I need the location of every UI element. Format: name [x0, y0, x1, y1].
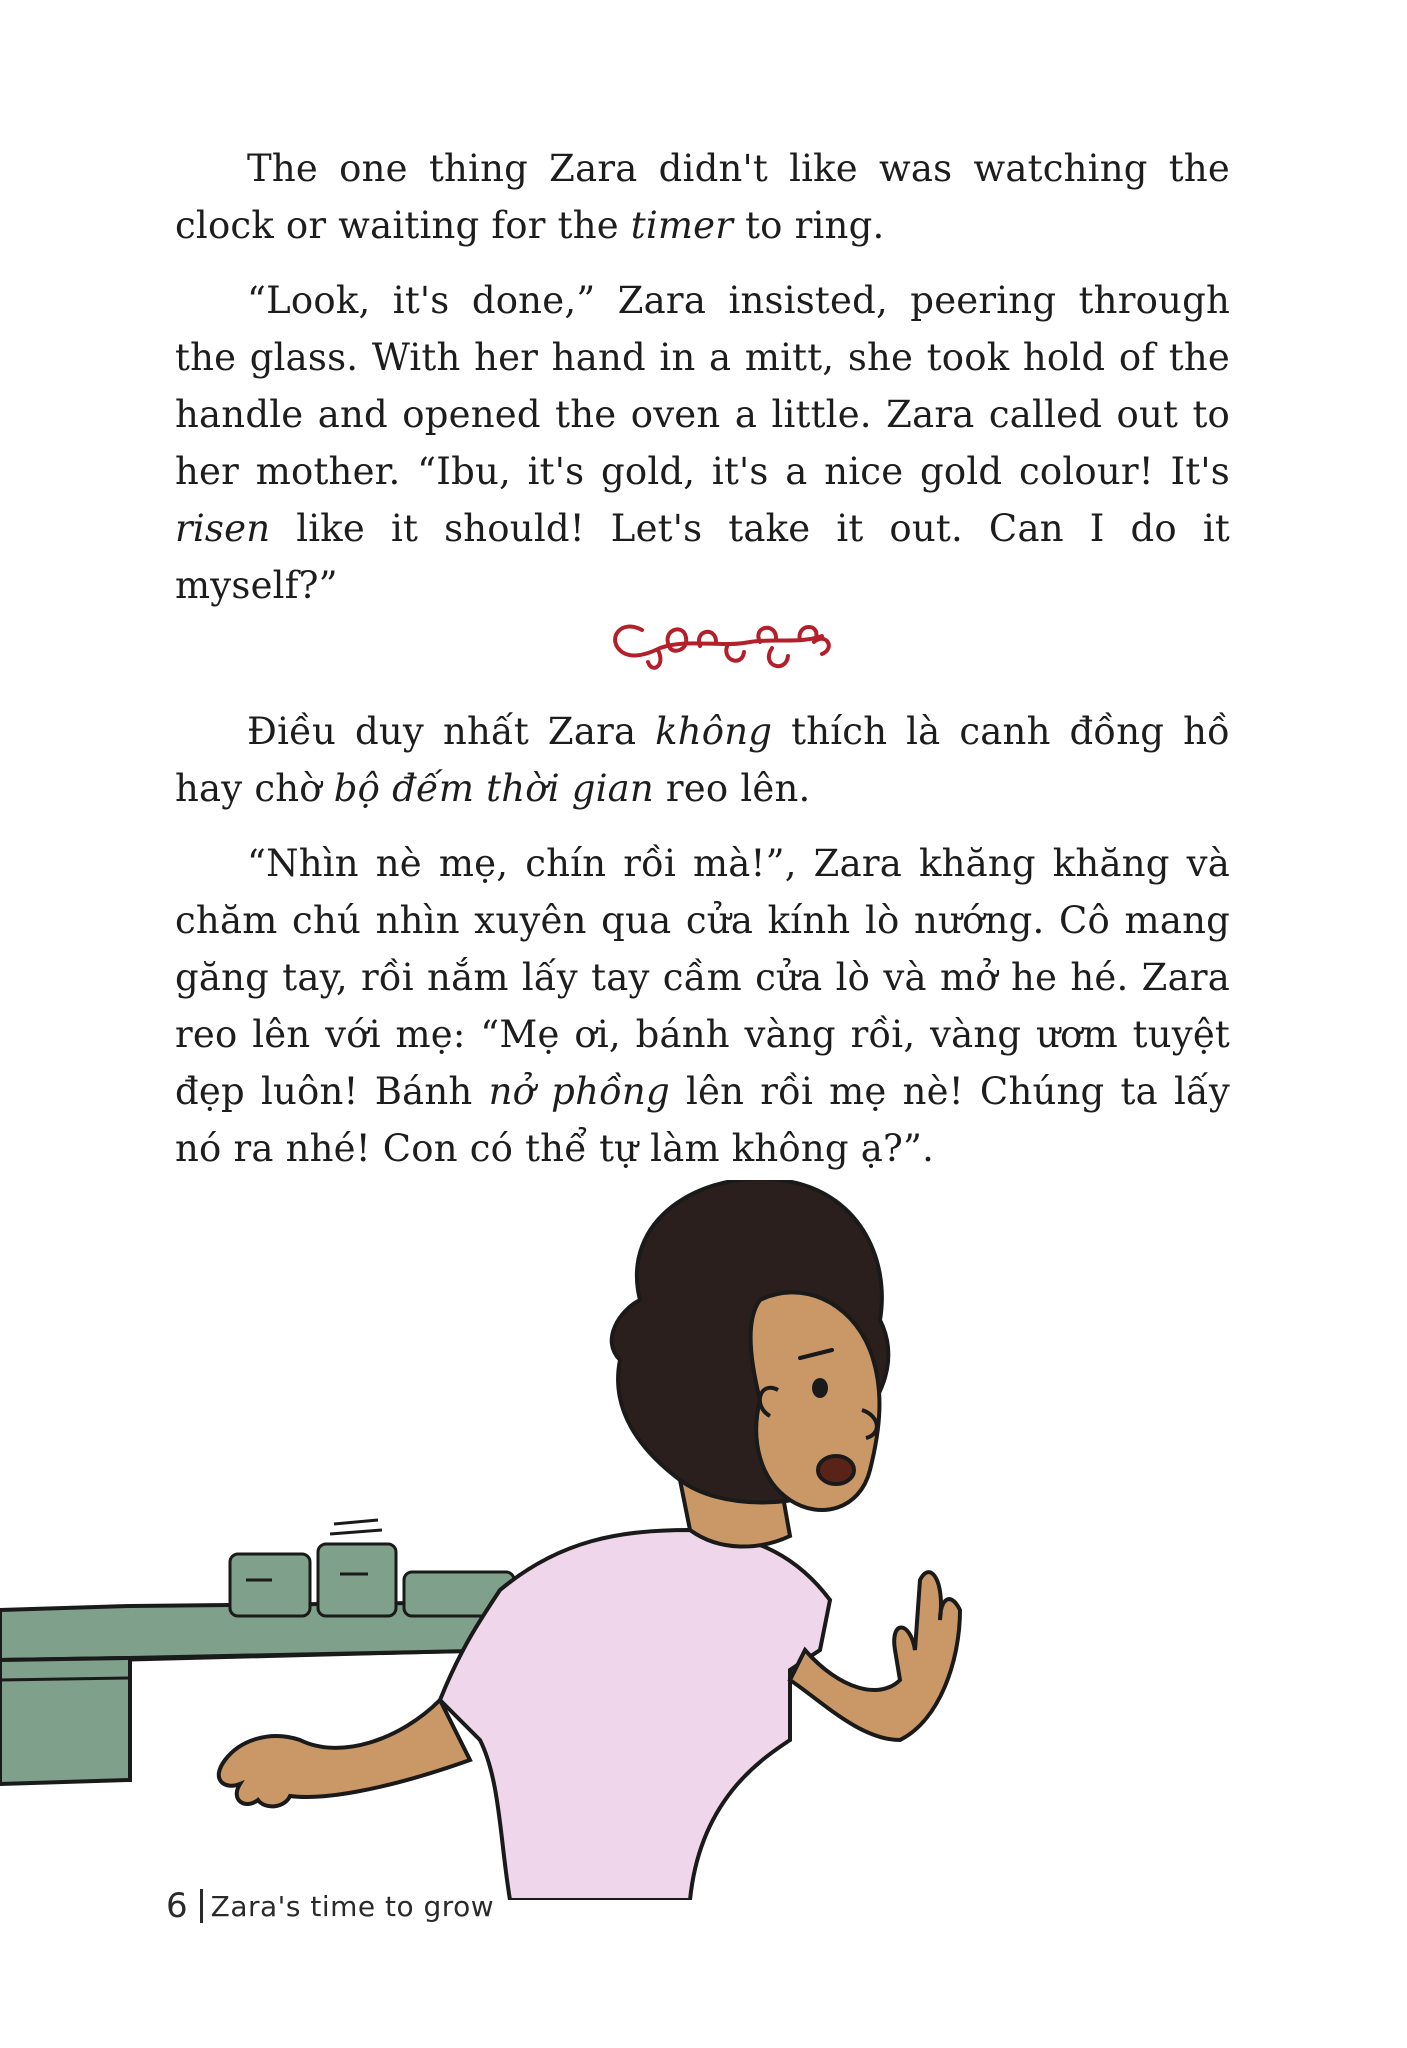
text-run: to ring.: [733, 204, 885, 247]
emphasis-text: nở phồng: [488, 1070, 670, 1113]
text-run: “Nhìn nè mẹ, chín rồi mà!”, Zara khăng khăng và chăm chú nhìn xuyên qua cửa kính lò nướng. Cô mang găng tay, rồi nắm lấy tay cầm cửa lò và mở he hé. Zara reo lên với mẹ: “Mẹ ơi, bánh vàng rồi, vàng ươm tuyệt đẹp luôn! Bánh: [175, 842, 1230, 1113]
page-number: 6: [166, 1886, 188, 1926]
text-run: reo lên.: [653, 767, 811, 810]
text-run: “Look, it's done,” Zara insisted, peering through the glass. With her hand in a mitt, she took hold of the handle and opened the oven a little. Zara called out to her mother. “Ibu, it's gold, it's a nice gold colour! It's: [175, 279, 1230, 493]
zara-mouth: [818, 1456, 854, 1484]
vietnamese-paragraph-2: [175, 835, 1230, 1177]
emphasis-text: risen: [175, 507, 271, 550]
zara-eye: [812, 1378, 828, 1398]
footer-divider: [200, 1889, 203, 1923]
text-run: lên rồi mẹ nè! Chúng ta lấy nó ra nhé! Con có thể tự làm không ạ?”.: [175, 1070, 1230, 1170]
text-run: Điều duy nhất Zara: [247, 710, 656, 753]
vietnamese-text-section: [175, 703, 1230, 1195]
text-run: thích là canh đồng hồ hay chờ: [175, 710, 1230, 810]
emphasis-text: không: [655, 710, 773, 753]
book-title: Zara's time to grow: [210, 1889, 495, 1923]
vine-ornament-icon: [600, 608, 840, 684]
jars: [230, 1520, 514, 1616]
text-run: The one thing Zara didn't like was watching the clock or waiting for the: [175, 147, 1230, 247]
emphasis-text: bộ đếm thời gian: [333, 767, 654, 810]
emphasis-text: timer: [630, 204, 734, 247]
english-paragraph-2: [175, 272, 1230, 614]
page-footer: [166, 1886, 494, 1926]
zara-left-arm: [219, 1700, 470, 1806]
vietnamese-paragraph-1: [175, 703, 1230, 817]
zara-illustration: [0, 1180, 1080, 1900]
english-text-section: [175, 140, 1230, 632]
english-paragraph-1: [175, 140, 1230, 254]
text-run: like it should! Let's take it out. Can I do it myself?”: [175, 507, 1230, 607]
